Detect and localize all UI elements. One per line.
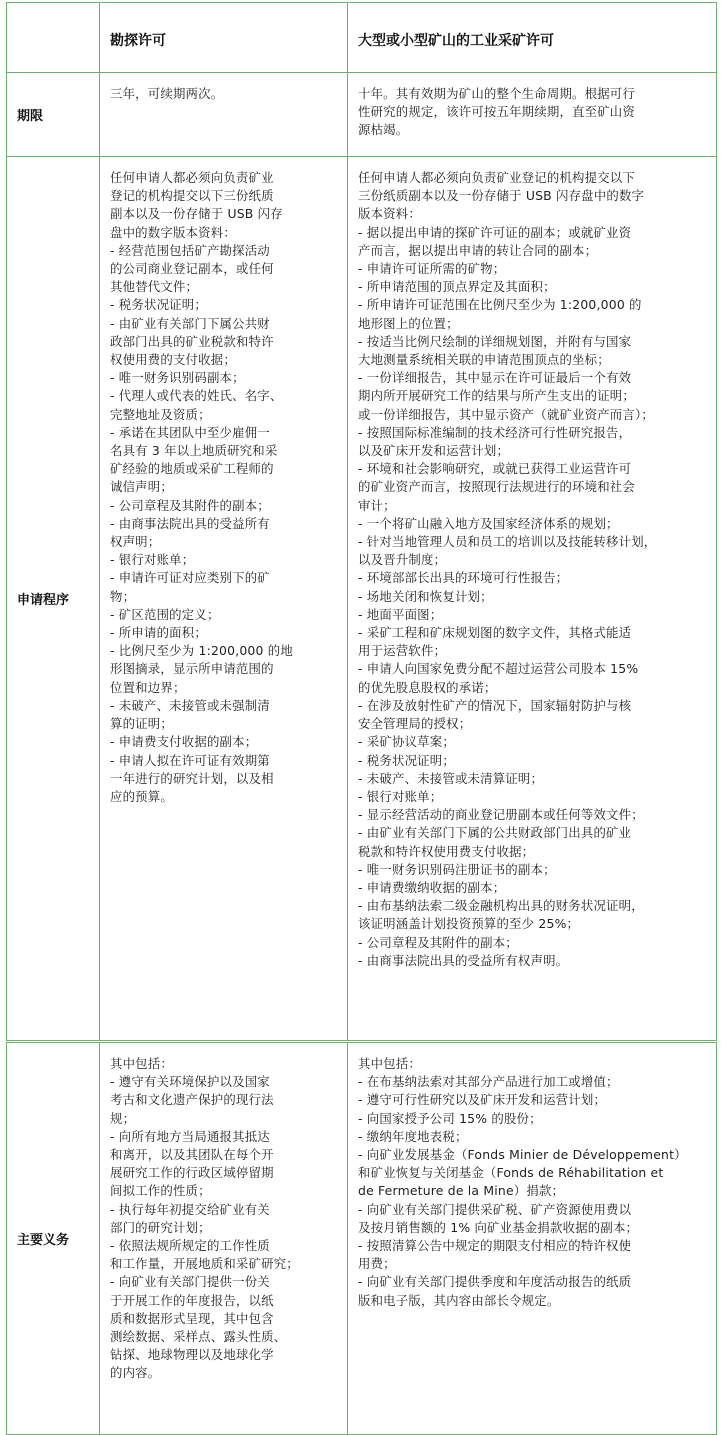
cell-text-line: 和矿业恢复与关闭基金（Fonds de Réhabilitation et bbox=[358, 1165, 664, 1181]
cell-text-line: - 所申请范围的顶点界定及其面积； bbox=[358, 279, 556, 295]
row-label-duration: 期限 bbox=[7, 73, 100, 157]
table-row-duration bbox=[7, 73, 717, 157]
cell-text-line: 一年进行的研究计划，以及相 bbox=[110, 770, 274, 786]
cell-text-line: 钻探、地球物理以及地球化学 bbox=[110, 1347, 274, 1363]
cell-text-line: - 针对当地管理人员和员工的培训以及技能转移计划， bbox=[358, 534, 657, 550]
cell-text-line: 考古和文化遗产保护的现行法 bbox=[110, 1092, 274, 1108]
cell-text-line: - 银行对账单； bbox=[110, 552, 195, 568]
header-mining-permit: 大型或小型矿山的工业采矿许可 bbox=[348, 3, 717, 73]
cell-text-line: - 按照清算公告中规定的期限支付相应的特许权使 bbox=[358, 1238, 632, 1254]
cell-text-line: 以及晋升制度； bbox=[358, 552, 447, 568]
cell-text-line: 于开展工作的年度报告，以纸 bbox=[110, 1292, 274, 1308]
cell-text-line: 地形图上的位置； bbox=[358, 315, 459, 331]
duration-mining-cell bbox=[348, 73, 717, 157]
cell-text-line: - 向矿业有关部门提供季度和年度活动报告的纸质 bbox=[358, 1274, 632, 1290]
cell-text-line: 形图摘录，显示所申请范围的 bbox=[110, 661, 274, 677]
cell-text-line: - 缴纳年度地表税； bbox=[358, 1128, 468, 1144]
cell-text-line: 产而言，据以提出申请的转让合同的副本； bbox=[358, 242, 598, 258]
cell-text-line: 大地测量系统相关联的申请范围顶点的坐标； bbox=[358, 352, 610, 368]
cell-text-line: - 税务状况证明； bbox=[110, 297, 207, 313]
cell-text-line: - 所申请许可证范围在比例尺至少为 1:200,000 的 bbox=[358, 297, 642, 313]
cell-text-line: - 银行对账单； bbox=[358, 788, 443, 804]
obligations-mining-cell bbox=[348, 1043, 717, 1435]
cell-text-line: - 采矿协议草案； bbox=[358, 734, 455, 750]
cell-text-line: 或一份详细报告，其中显示资产（就矿业资产而言）； bbox=[358, 406, 654, 422]
cell-text-line: - 申请人拟在许可证有效期第 bbox=[110, 752, 270, 768]
cell-text-line: 其中包括： bbox=[358, 1056, 421, 1071]
cell-text-line: - 公司章程及其附件的副本； bbox=[358, 934, 518, 950]
cell-text-line: - 申请费缴纳收据的副本； bbox=[358, 879, 506, 895]
cell-text-line: - 申请人向国家免费分配不超过运营公司股本 15% bbox=[358, 661, 639, 677]
cell-text-line: - 未破产、未接管或未清算证明； bbox=[358, 770, 544, 786]
cell-text-line: - 在布基纳法索对其部分产品进行加工或增值； bbox=[358, 1074, 619, 1090]
cell-text-line: 任何申请人都必须向负责矿业 bbox=[110, 170, 274, 185]
cell-text-line: 测绘数据、采样点、露头性质、 bbox=[110, 1329, 287, 1345]
cell-text-line: 部门的研究计划； bbox=[110, 1219, 211, 1235]
cell-text-line: 完整地址及资质； bbox=[110, 406, 211, 422]
cell-text-line: - 矿区范围的定义； bbox=[110, 606, 220, 622]
cell-text-line: - 一份详细报告，其中显示在许可证最后一个有效 bbox=[358, 370, 632, 386]
cell-text-line: - 采矿工程和矿床规划图的数字文件，其格式能适 bbox=[358, 625, 632, 641]
cell-text-line: - 税务状况证明； bbox=[358, 752, 455, 768]
cell-text-line: - 唯一财务识别码副本； bbox=[110, 370, 245, 386]
cell-text-line: - 一个将矿山融入地方及国家经济体系的规划； bbox=[358, 515, 619, 531]
cell-text-line: 的矿业资产而言，按照现行法规进行的环境和社会 bbox=[358, 479, 635, 495]
application-mining-cell bbox=[348, 157, 717, 1041]
cell-text-line: 以及矿床开发和运营计划； bbox=[358, 443, 510, 459]
obligations-exploration-cell bbox=[100, 1043, 348, 1435]
cell-text-line: 其中包括： bbox=[110, 1056, 173, 1071]
cell-text-line: de Fermeture de la Mine）捐款； bbox=[358, 1183, 565, 1199]
cell-text-line: 算的证明； bbox=[110, 716, 173, 732]
row-label-obligations: 主要义务 bbox=[7, 1043, 100, 1435]
cell-text-line: 间拟工作的性质； bbox=[110, 1183, 211, 1199]
cell-text-line: 的内容。 bbox=[110, 1365, 161, 1381]
cell-text-line: - 环境和社会影响研究，或就已获得工业运营许可 bbox=[358, 461, 632, 477]
cell-text-line: - 申请费支付收据的副本； bbox=[110, 734, 258, 750]
cell-text-line: 和工作量，开展地质和采矿研究； bbox=[110, 1256, 299, 1272]
cell-text-line: - 场地关闭和恢复计划； bbox=[358, 588, 493, 604]
header-exploration-permit: 勘探许可 bbox=[100, 3, 348, 73]
cell-text-line: - 公司章程及其附件的副本； bbox=[110, 497, 270, 513]
header-row bbox=[7, 3, 717, 73]
cell-text-line: 三年，可续期两次。 bbox=[110, 86, 224, 101]
cell-text-line: 质和数据形式呈现，其中包含 bbox=[110, 1310, 274, 1326]
permit-comparison-table bbox=[6, 2, 717, 1435]
cell-text-line: 权声明； bbox=[110, 534, 161, 550]
cell-text-line: 规； bbox=[110, 1110, 136, 1126]
cell-text-line: - 依照法规所规定的工作性质 bbox=[110, 1238, 270, 1254]
cell-text-line: 安全管理局的授权； bbox=[358, 716, 472, 732]
cell-text-line: - 遵守有关环境保护以及国家 bbox=[110, 1074, 270, 1090]
application-exploration-cell bbox=[100, 157, 348, 1041]
cell-text-line: 政部门出具的矿业税款和特许 bbox=[110, 333, 274, 349]
cell-text-line: - 未破产、未接管或未强制清 bbox=[110, 697, 270, 713]
cell-text-line: 副本以及一份存储于 USB 闪存 bbox=[110, 206, 283, 222]
cell-text-line: 版本资料： bbox=[358, 206, 421, 222]
cell-text-line: 用费； bbox=[358, 1256, 396, 1272]
cell-text-line: - 执行每年初提交给矿业有关 bbox=[110, 1201, 270, 1217]
cell-text-line: 名具有 3 年以上地质研究和采 bbox=[110, 443, 278, 459]
cell-text-line: - 环境部部长出具的环境可行性报告； bbox=[358, 570, 569, 586]
cell-text-line: - 按适当比例尺绘制的详细规划图，并附有与国家 bbox=[358, 333, 632, 349]
cell-text-line: - 由布基纳法索二级金融机构出具的财务状况证明， bbox=[358, 898, 644, 914]
cell-text-line: 位置和边界； bbox=[110, 679, 186, 695]
cell-text-line: 权使用费的支付收据； bbox=[110, 352, 236, 368]
row-label-application: 申请程序 bbox=[7, 157, 100, 1041]
cell-text-line: 登记的机构提交以下三份纸质 bbox=[110, 188, 274, 204]
cell-text-line: 十年。其有效期为矿山的整个生命周期。根据可行 bbox=[358, 86, 635, 101]
cell-text-line: - 比例尺至少为 1:200,000 的地 bbox=[110, 643, 293, 659]
cell-text-line: 源枯竭。 bbox=[358, 122, 409, 138]
cell-text-line: - 由商事法院出具的受益所有权声明。 bbox=[358, 952, 569, 968]
cell-text-line: - 向国家授予公司 15% 的股份； bbox=[358, 1110, 542, 1126]
cell-text-line: 应的预算。 bbox=[110, 788, 173, 804]
cell-text-line: 展研究工作的行政区域停留期 bbox=[110, 1165, 274, 1181]
cell-text-line: - 所申请的面积； bbox=[110, 625, 207, 641]
table-row-obligations bbox=[7, 1043, 717, 1435]
cell-text-line: 矿经验的地质或采矿工程师的 bbox=[110, 461, 274, 477]
cell-text-line: - 遵守可行性研究以及矿床开发和运营计划； bbox=[358, 1092, 607, 1108]
cell-text-line: - 地面平面图； bbox=[358, 606, 443, 622]
cell-text-line: 该证明涵盖计划投资预算的至少 25%； bbox=[358, 916, 580, 932]
table-row-application bbox=[7, 157, 717, 1041]
cell-text-line: 其他替代文件； bbox=[110, 279, 199, 295]
cell-text-line: 用于运营软件； bbox=[358, 643, 447, 659]
cell-text-line: - 显示经营活动的商业登记册副本或任何等效文件； bbox=[358, 807, 644, 823]
cell-text-line: - 由商事法院出具的受益所有 bbox=[110, 515, 270, 531]
cell-text-line: - 唯一财务识别码注册证书的副本； bbox=[358, 861, 556, 877]
cell-text-line: - 由矿业有关部门下属公共财 bbox=[110, 315, 270, 331]
cell-text-line: 任何申请人都必须向负责矿业登记的机构提交以下 bbox=[358, 170, 635, 185]
cell-text-line: - 向矿业有关部门提供采矿税、矿产资源使用费以 bbox=[358, 1201, 632, 1217]
header-blank bbox=[7, 3, 100, 73]
cell-text-line: 税款和特许权使用费支付收据； bbox=[358, 843, 535, 859]
cell-text-line: - 承诺在其团队中至少雇佣一 bbox=[110, 424, 270, 440]
cell-text-line: - 由矿业有关部门下属的公共财政部门出具的矿业 bbox=[358, 825, 632, 841]
cell-text-line: - 向矿业发展基金（Fonds Minier de Développement） bbox=[358, 1147, 687, 1163]
cell-text-line: - 在涉及放射性矿产的情况下，国家辐射防护与核 bbox=[358, 697, 632, 713]
cell-text-line: - 申请许可证对应类别下的矿 bbox=[110, 570, 270, 586]
cell-text-line: - 据以提出申请的探矿许可证的副本；或就矿业资 bbox=[358, 224, 632, 240]
cell-text-line: 版和电子版，其内容由部长令规定。 bbox=[358, 1292, 560, 1308]
cell-text-line: 的公司商业登记副本，或任何 bbox=[110, 261, 274, 277]
cell-text-line: - 代理人或代表的姓氏、名字、 bbox=[110, 388, 283, 404]
cell-text-line: 诚信声明； bbox=[110, 479, 173, 495]
cell-text-line: 审计； bbox=[358, 497, 396, 513]
cell-text-line: 和离开，以及其团队在每个开 bbox=[110, 1147, 274, 1163]
cell-text-line: 期内所开展研究工作的结果与所产生支出的证明； bbox=[358, 388, 635, 404]
cell-text-line: - 向矿业有关部门提供一份关 bbox=[110, 1274, 270, 1290]
cell-text-line: 三份纸质副本以及一份存储于 USB 闪存盘中的数字 bbox=[358, 188, 645, 204]
duration-exploration-cell bbox=[100, 73, 348, 157]
cell-text-line: 物； bbox=[110, 588, 136, 604]
cell-text-line: 盘中的数字版本资料： bbox=[110, 224, 236, 240]
cell-text-line: - 按照国际标准编制的技术经济可行性研究报告， bbox=[358, 424, 632, 440]
cell-text-line: - 申请许可证所需的矿物； bbox=[358, 261, 506, 277]
cell-text-line: 性研究的规定，该许可按五年期续期，直至矿山资 bbox=[358, 104, 635, 120]
cell-text-line: 的优先股息股权的承诺； bbox=[358, 679, 497, 695]
cell-text-line: 及按月销售额的 1% 向矿业基金捐款收据的副本； bbox=[358, 1219, 639, 1235]
cell-text-line: - 向所有地方当局通报其抵达 bbox=[110, 1128, 270, 1144]
cell-text-line: - 经营范围包括矿产勘探活动 bbox=[110, 242, 270, 258]
